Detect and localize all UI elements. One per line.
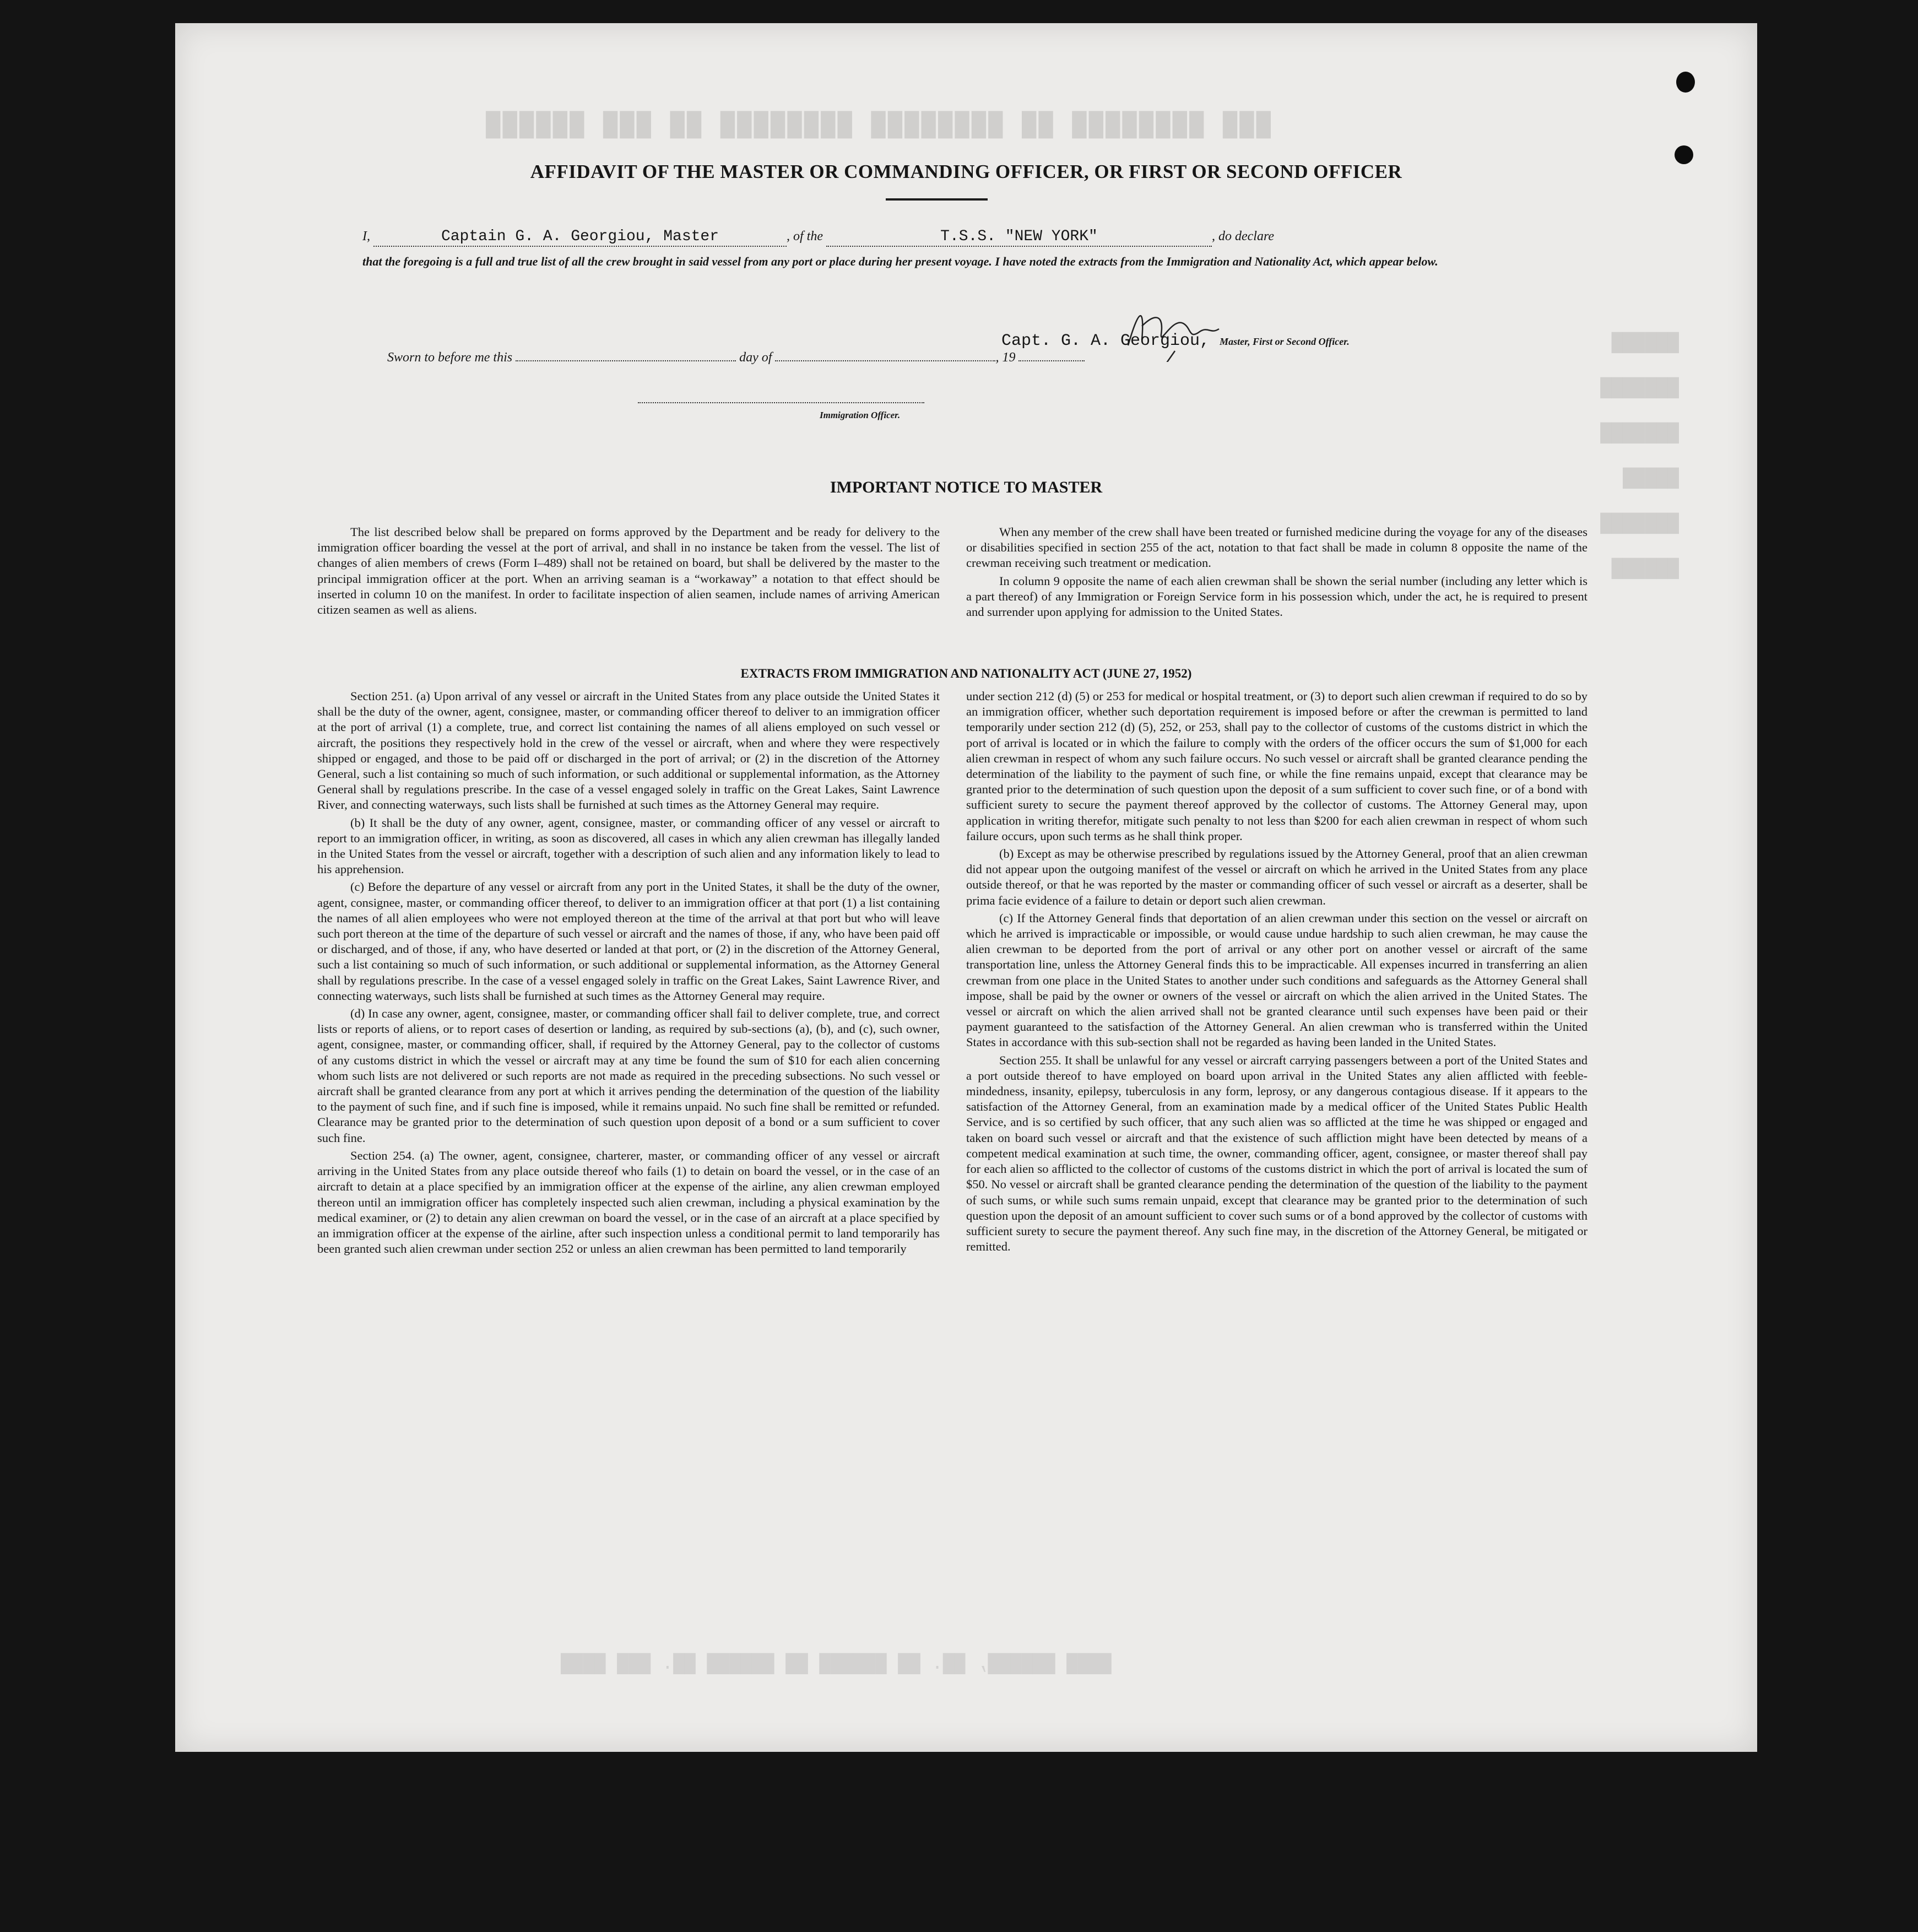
immigration-officer-line (638, 402, 924, 403)
extracts-title: EXTRACTS FROM IMMIGRATION AND NATIONALITY ACT (JUNE 27, 1952) (740, 667, 1192, 680)
notice-title: IMPORTANT NOTICE TO MASTER (830, 478, 1103, 496)
vessel-name-field: T.S.S. "NEW YORK" (826, 228, 1212, 247)
declaration (362, 224, 1569, 272)
section-255: Section 255. It shall be unlawful for any vessel or aircraft carrying passengers between a port of the United States and a port outside thereof to have employed on board upon arrival in the United States any alien afflicted with feeble-mindedness, insanity, epilepsy, tuberculosis in any form, leprosy, or any dangerous contagious disease. If it appears to the satisfaction of the Attorney General, from an examination made by a medical officer of the United States Public Health Service, and is so certified by such officer, that any such alien was so afflicted at the time he was shipped or engaged and taken on board such vessel or aircraft and that the existence of such affliction might have been detected by means of a competent medical examination at such time, the owner, commanding officer, agent, consignee, or master thereof shall pay for each alien so afflicted to the collector of customs of the customs district in which the port of arrival is located the sum of $50. No vessel or aircraft shall be granted clearance pending the determination of the question of the liability to the payment of such sums, or while such sums remain unpaid, except that clearance may be granted prior to the determination of such question upon the deposit of an amount sufficient to cover such sums or of a bond approved by the collector of customs with sufficient surety to secure the payment thereof. Any such fine may, in the discretion of the Attorney General, be mitigated or remitted. (966, 1053, 1588, 1254)
section-251-c: (c) Before the departure of any vessel or aircraft from any port in the United States, it shall be the duty of the owner, agent, consignee, master, or commanding officer thereof, to deliver to an immigration officer at that port (1) a list containing the names of all alien employees who were not employed thereon at the time of the arrival at that port but who will leave such port thereon at the time of the departure of such vessel or aircraft and the names of those, if any, who have been paid off or discharged, and of those, if any, who have deserted or landed at that port, or (2) in the discretion of the Attorney General, such a list containing so much of such information, or such additional or supplemental information, as the Attorney General shall by regulations prescribe. In the case of a vessel engaged solely in traffic on the Great Lakes, Saint Lawrence River, and connecting waterways, such lists shall be furnished at such times as the Attorney General may require. (317, 880, 940, 1003)
section-254-b: (b) Except as may be otherwise prescribed by regulations issued by the Attorney General, proof that an alien crewman did not appear upon the outgoing manifest of the vessel or aircraft on which he arrived in the United States from any place outside thereof, or that he was reported by the master or commanding officer of such vessel or aircraft as a deserter, shall be prima facie evidence of a failure to detain or deport such alien crewman. (966, 847, 1588, 907)
signature-role: Master, First or Second Officer. (1220, 336, 1350, 347)
affidavit-page (175, 23, 1757, 1752)
day-of-label: day of (739, 350, 772, 365)
declaration-text: that the foregoing is a full and true list of all the crew brought in said vessel from any port or place during her present voyage. I have noted the extracts from the Immigration and Nationality Act, which appear below. (362, 255, 1438, 268)
title-rule (886, 198, 988, 201)
extracts-left-column (317, 689, 940, 1259)
immigration-officer-label: Immigration Officer. (820, 410, 901, 420)
notice-right-paragraph-1: When any member of the crew shall have been treated or furnished medicine during the voyage for any of the diseases or disabilities specified in section 255 of the act, notation to that fact shall be made in column 8 opposite the name of the crewman receiving such treatment or medication. (966, 525, 1588, 570)
bleed-through-column: ██████ ███████ ███████ █████ ███████ ██████ (1600, 333, 1679, 580)
i-label: I, (362, 229, 370, 243)
notice-right-paragraph-2: In column 9 opposite the name of each alien crewman shall be shown the serial number (including any letter which is a part thereof) of any Immigration or Foreign Service form in his possession which, under the act, he is required to present and surrender upon applying for admission to the United States. (966, 573, 1588, 619)
sworn-line (387, 348, 1489, 365)
year-label: , 19 (995, 350, 1016, 365)
sworn-label: Sworn to before me this (387, 350, 513, 365)
sworn-month-field (775, 348, 995, 361)
sworn-day-field (516, 348, 736, 361)
section-254-c: (c) If the Attorney General finds that deportation of an alien crewman under this section on the vessel or aircraft on which he arrived is impracticable or impossible, or would cause undue hardship to such alien crewman, he may cause the alien crewman to be deported from the port of arrival or any other port on another vessel or aircraft of the same transportation line, unless the Attorney General finds this to be impracticable. All expenses incurred in transferring an alien crewman from one place in the United States to another under such conditions and safeguards as the Attorney General shall impose, shall be paid by the owner or owners of the vessel or aircraft on which the alien arrived in the United States. The vessel or aircraft on which the alien arrived shall not be granted clearance until such expenses have been paid or their payment guaranteed to the satisfaction of the Attorney General. An alien crewman who is transferred within the United States in accordance with this sub-section shall not be regarded as having been landed in the United States. (966, 911, 1588, 1049)
section-254-a-continued: under section 212 (d) (5) or 253 for medical or hospital treatment, or (3) to deport such alien crewman if required to do so by an immigration officer, whether such deportation requirement is imposed before or after the crewman is permitted to land temporarily under section 212 (d) (5), 252, or 253, shall pay to the collector of customs of the customs district in which the port of arrival is located or in which the failure to comply with the orders of the officer occurs the sum of $1,000 for each alien crewman in respect of whom any such failure occurs. No such vessel or aircraft shall be granted clearance pending the determination of the liability to the payment of such fine, or while the fine remains unpaid, except that clearance may be granted prior to the determination of such question upon the deposit of a sum sufficient to cover such fine, or of a bond with sufficient surety to secure the payment thereof approved by the collector of customs. The Attorney General may, upon application in writing therefor, mitigate such penalty to not less than $200 for each alien crewman in respect of whom such failure occurs, upon such terms as he shall think proper. (966, 689, 1588, 843)
bleed-through-footer: ████ ██████, ██. ██ ██████ ██ ██████ ██. ███ ████ (561, 1654, 1112, 1675)
notice-right-column (966, 524, 1588, 622)
punch-hole-top (1676, 72, 1695, 93)
section-251-d: (d) In case any owner, agent, consignee, master, or commanding officer shall fail to deliver complete, true, and correct lists or reports of aliens, or to report cases of desertion or landing, as required by sub-sections (a), (b), and (c), such owner, agent, consignee, master, or commanding officer, shall, if required by the Attorney General, pay to the collector of customs of any customs district in which the vessel or aircraft may at any time be found the sum of $10 for each alien concerning whom such lists are not delivered or such reports are not made as required in the preceding subsections. No such vessel or aircraft shall be granted clearance from any port at which it arrives pending the determination of the question of the liability to the payment of such fine, and if such fine is imposed, while it remains unpaid. No such fine shall be remitted or refunded. Clearance may be granted prior to the determination of such question upon deposit of a bond or a sum sufficient to cover such fine. (317, 1006, 940, 1145)
affidavit-title: AFFIDAVIT OF THE MASTER OR COMMANDING OFFICER, OR FIRST OR SECOND OFFICER (530, 161, 1402, 182)
master-name-field: Captain G. A. Georgiou, Master (373, 228, 787, 247)
do-declare-label: , do declare (1212, 229, 1275, 243)
notice-left-column (317, 524, 940, 620)
notice-left-paragraph: The list described below shall be prepared on forms approved by the Department and be ready for delivery to the immigration officer boarding the vessel at the port of arrival, and shall in no instance be taken from the vessel. The list of changes of alien members of crews (Form I–489) shall not be retained on board, but shall be delivered by the master to the principal immigration officer at the port. When an arriving seaman is a “workaway” a notation to that effect should be inserted in column 10 on the manifest. In order to facilitate inspection of alien seamen, include names of arriving American citizen seamen as well as aliens. (317, 525, 940, 617)
section-251-b: (b) It shall be the duty of any owner, agent, consignee, master, or commanding officer of any vessel or aircraft to report to an immigration officer, in writing, as soon as discovered, all cases in which any alien crewman has illegally landed in the United States from the vessel or aircraft, together with a description of such alien and any information likely to lead to his apprehension. (317, 815, 940, 876)
of-the-label: , of the (787, 229, 823, 243)
extracts-right-column (966, 689, 1588, 1257)
typed-signature (1001, 332, 1350, 350)
section-251-a: Section 251. (a) Upon arrival of any vessel or aircraft in the United States from any place outside the United States it shall be the duty of the owner, agent, consignee, master, or commanding officer thereof to deliver to an immigration officer at the port of arrival (1) a complete, true, and correct list containing the names of all aliens employed on such vessel or aircraft, the positions they respectively hold in the crew of the vessel or aircraft, when and where they were respectively shipped or engaged, and those to be paid off or discharged in the port of arrival; or (2) in the discretion of the Attorney General, such a list containing so much of such information, or such additional or supplemental information, as the Attorney General shall by regulations prescribe. In the case of a vessel engaged solely in traffic on the Great Lakes, Saint Lawrence River, and connecting waterways, such lists shall be furnished at such times as the Attorney General may require. (317, 689, 940, 812)
sworn-year-field (1018, 348, 1085, 361)
declaration-line-1 (362, 224, 1569, 248)
typed-signature-name: Capt. G. A. Georgiou, (1001, 332, 1210, 350)
bleed-through-heading: ███ ████████ ██ ████████ ████████ ██ ███ ██████ (484, 111, 1271, 139)
section-254-a: Section 254. (a) The owner, agent, consignee, charterer, master, or commanding officer of any vessel or aircraft arriving in the United States from any place outside thereof who fails (1) to detain on board the vessel, or in the case of an aircraft to detain at a place specified by an immigration officer at the expense of the airline, any alien crewman employed thereon until an immigration officer has completely inspected such alien crewman, including a physical examination by the medical examiner, or (2) to detain any alien crewman on board the vessel, or in the case of an aircraft at a place specified by an immigration officer at the expense of the airline, after such inspection unless a conditional permit to land temporarily has been granted such alien crewman under section 252 or unless an alien crewman has been permitted to land temporarily (317, 1148, 940, 1256)
